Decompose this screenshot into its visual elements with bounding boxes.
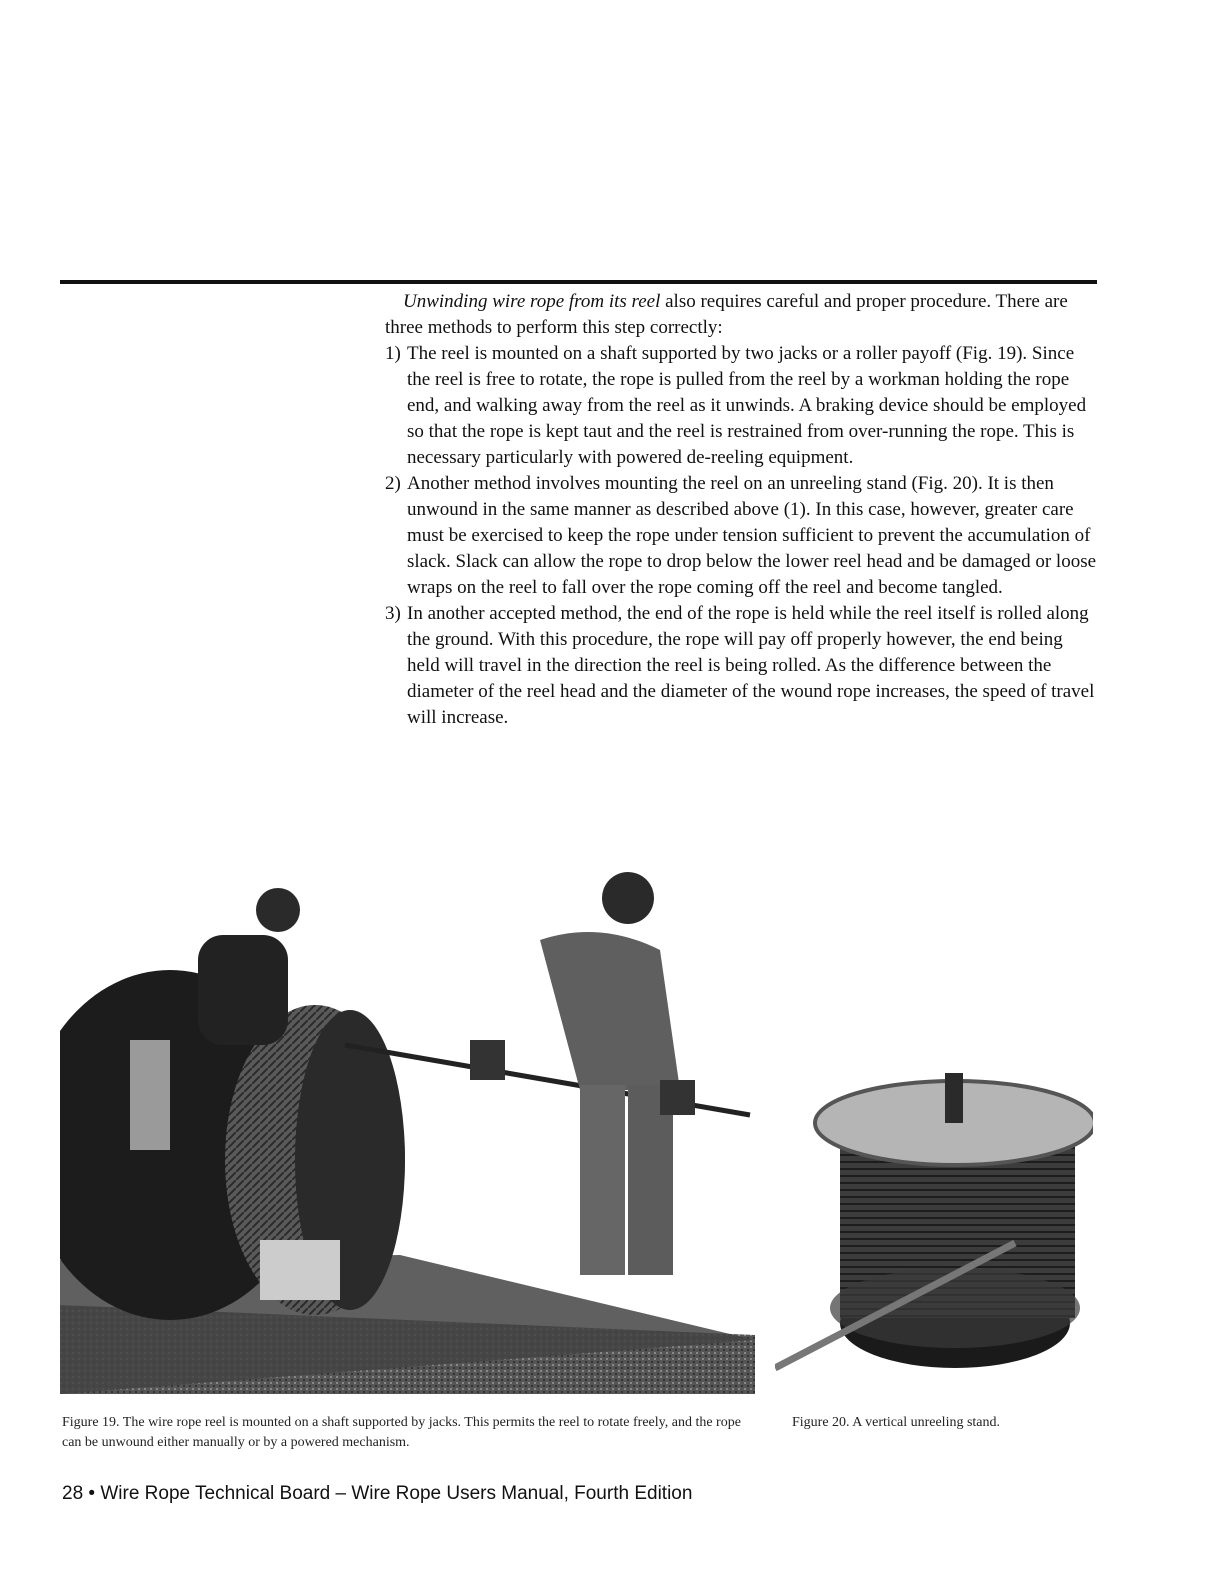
method-text: The reel is mounted on a shaft supported by two jacks or a roller payoff (Fig. 19). Since the reel is free to rotate, the rope is pulled from the reel by a workman holding the rope end, and walking away from the reel as it unwinds. A braking device should be employed so that the rope is kept taut and the reel is restrained from over-running the rope. This is necessary particularly with powered de-reeling equipment. xyxy=(407,343,1087,468)
figure-20-photo xyxy=(775,1068,1093,1378)
method-item xyxy=(385,601,1097,731)
method-item xyxy=(385,341,1097,471)
method-text: In another accepted method, the end of the rope is held while the reel itself is rolled along the ground. With this procedure, the rope will pay off properly however, the end being held will travel in the direction the reel is being rolled. As the difference between the diameter of the reel head and the diameter of the wound rope increases, the speed of travel will increase. xyxy=(407,603,1095,728)
intro-text: also requires careful and proper procedure. There are three methods to perform this step correctly: xyxy=(385,291,1068,338)
intro-paragraph xyxy=(385,289,1097,341)
method-number: 3) xyxy=(385,603,401,624)
figure-19-caption: Figure 19. The wire rope reel is mounted on a shaft supported by jacks. This permits the reel to rotate freely, and the rope can be unwound either manually or by a powered mechanism. xyxy=(62,1415,741,1450)
method-item xyxy=(385,471,1097,601)
figure-19-photo xyxy=(60,860,755,1394)
method-number: 1) xyxy=(385,343,401,364)
method-text: Another method involves mounting the reel on an unreeling stand (Fig. 20). It is then unwound in the same manner as described above (1). In this case, however, greater care must be exercised to keep the rope under tension sufficient to prevent the accumulation of slack. Slack can allow the rope to drop below the lower reel head and be damaged or loose wraps on the reel to fall over the rope coming off the reel and become tangled. xyxy=(407,473,1097,598)
article-body xyxy=(385,289,1097,731)
method-number: 2) xyxy=(385,473,401,494)
page-footer: 28 • Wire Rope Technical Board – Wire Rope Users Manual, Fourth Edition xyxy=(62,1483,693,1504)
intro-lead-in: Unwinding wire rope from its reel xyxy=(403,291,661,312)
section-rule xyxy=(60,280,1097,284)
methods-list xyxy=(385,341,1097,731)
figure-20-caption: Figure 20. A vertical unreeling stand. xyxy=(792,1415,1001,1430)
